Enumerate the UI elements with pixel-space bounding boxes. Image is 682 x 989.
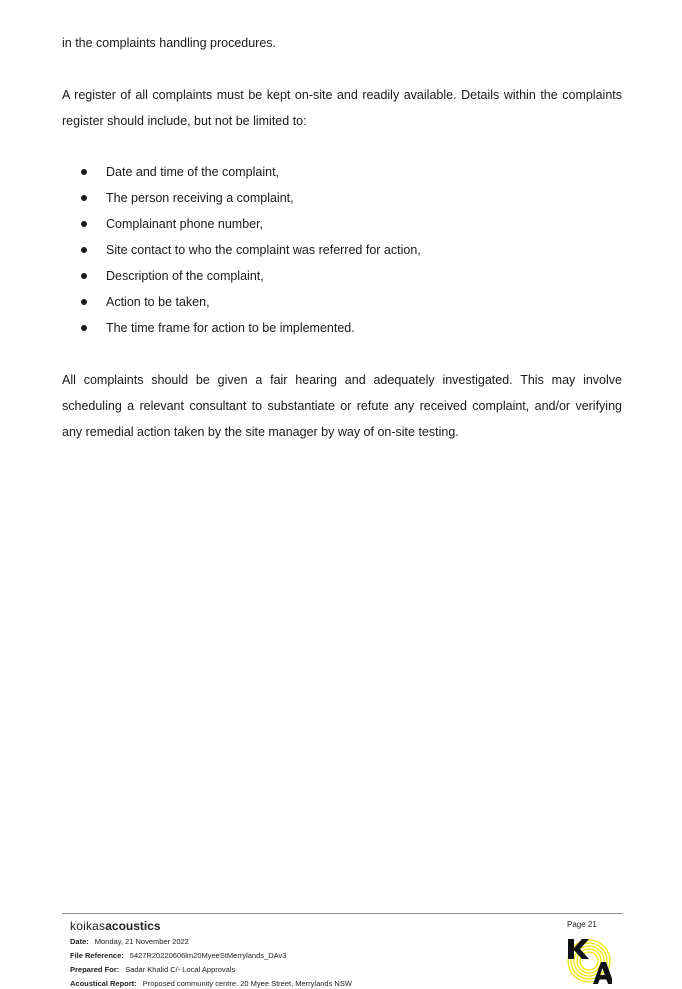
ka-logo-icon xyxy=(566,937,612,985)
list-item xyxy=(62,185,622,211)
footer-date xyxy=(70,937,189,947)
footer-divider xyxy=(62,913,623,914)
list-item-text: Date and time of the complaint, xyxy=(106,165,280,179)
list-item-text: Complainant phone number, xyxy=(106,217,264,231)
paragraph-complaints-procedures: in the complaints handling procedures. xyxy=(62,36,277,50)
prepared-for-label: Prepared For: xyxy=(70,965,120,974)
brand-name-acoustics: acoustics xyxy=(105,919,161,933)
bullet-icon xyxy=(81,273,87,279)
list-item xyxy=(62,211,622,237)
register-details-list xyxy=(62,159,622,341)
footer-file-reference xyxy=(70,951,286,961)
bullet-icon xyxy=(81,247,87,253)
footer-prepared-for xyxy=(70,965,235,975)
brand-name-koikas: koikas xyxy=(70,919,106,933)
list-item-text: The person receiving a complaint, xyxy=(106,191,294,205)
date-value: Monday, 21 November 2022 xyxy=(94,937,189,946)
page-number: Page 21 xyxy=(567,920,597,929)
footer-brand xyxy=(70,918,161,934)
acoustical-report-value: Proposed community centre. 20 Myee Street, Merrylands NSW xyxy=(142,979,352,988)
paragraph-fair-hearing: All complaints should be given a fair hearing and adequately investigated. This may involve scheduling a relevant consultant to substantiate or refute any received complaint, and/or verifying any remedial action taken by the site manager by way of on-site testing. xyxy=(62,373,622,439)
list-item xyxy=(62,289,622,315)
bullet-icon xyxy=(81,299,87,305)
bullet-icon xyxy=(81,325,87,331)
bullet-icon xyxy=(81,195,87,201)
prepared-for-value: Sadar Khalid C/- Local Approvals xyxy=(125,965,236,974)
file-reference-value: 5427R20220606lm20MyeeStMerrylands_DAv3 xyxy=(129,951,287,960)
list-item-text: Action to be taken, xyxy=(106,295,210,309)
paragraph-register: A register of all complaints must be kept on-site and readily available. Details within the complaints register should include, but not be limited to: xyxy=(62,88,622,128)
bullet-icon xyxy=(81,221,87,227)
list-item xyxy=(62,237,622,263)
bullet-icon xyxy=(81,169,87,175)
list-item xyxy=(62,315,622,341)
list-item-text: Site contact to who the complaint was referred for action, xyxy=(106,243,421,257)
acoustical-report-label: Acoustical Report: xyxy=(70,979,137,988)
list-item-text: Description of the complaint, xyxy=(106,269,264,283)
footer-acoustical-report xyxy=(70,979,352,989)
list-item xyxy=(62,159,622,185)
date-label: Date: xyxy=(70,937,89,946)
list-item xyxy=(62,263,622,289)
file-reference-label: File Reference: xyxy=(70,951,124,960)
list-item-text: The time frame for action to be implemented. xyxy=(106,321,355,335)
